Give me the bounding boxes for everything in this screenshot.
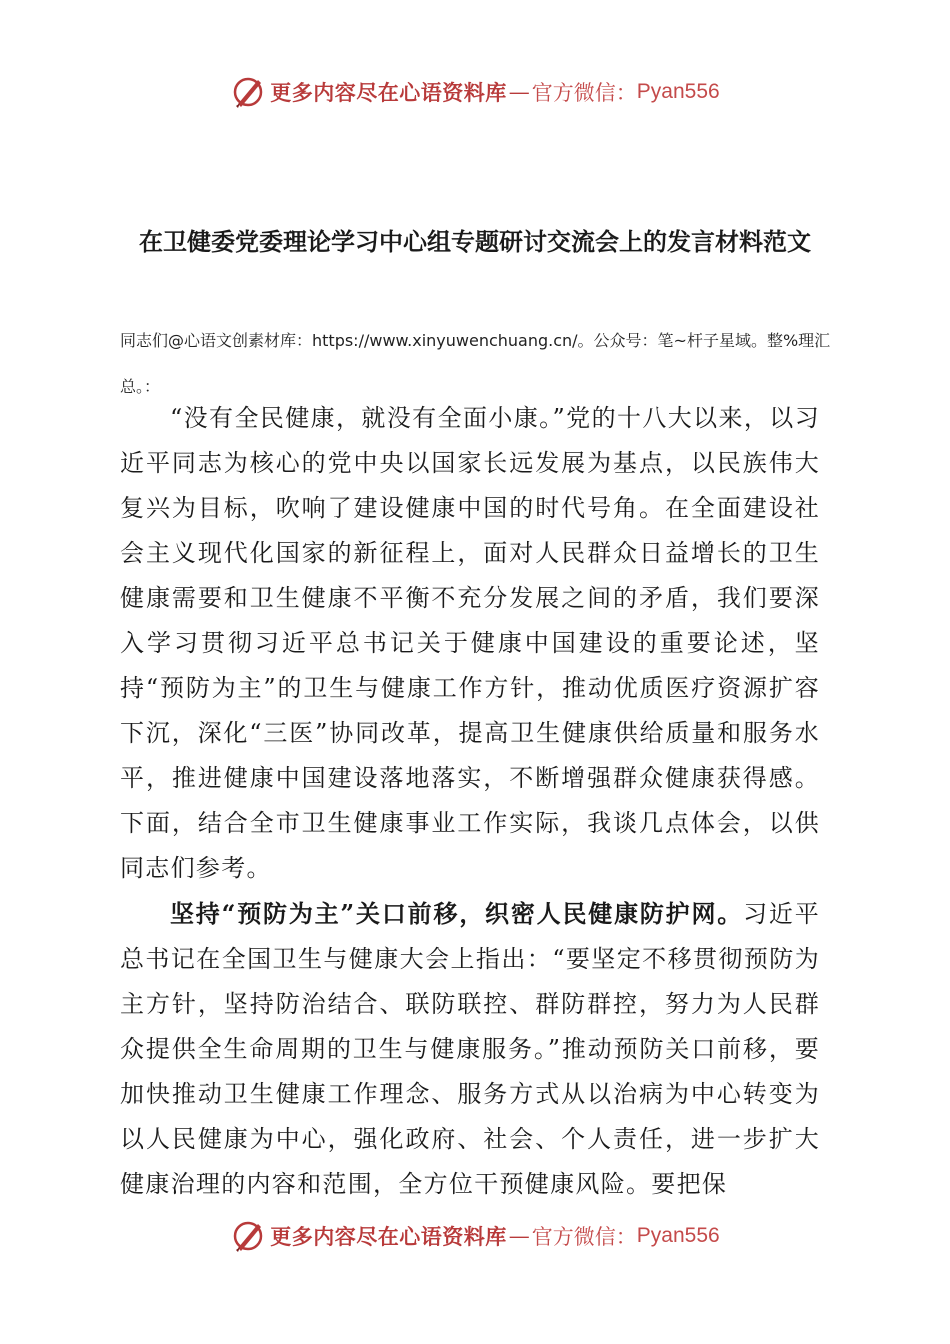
paragraph-intro: “没有全民健康，就没有全面小康。”党的十八大以来，以习近平同志为核心的党中央以国家长远发展为基点，以民族伟大复兴为目标，吹响了建设健康中国的时代号角。在全面建设社会主义现代化国家的新征程上，面对人民群众日益增长的卫生健康需要和卫生健康不平衡不充分发展之间的矛盾，我们要深入学习贯彻习近平总书记关于健康中国建设的重要论述，坚持“预防为主”的卫生与健康工作方针，推动优质医疗资源扩容下沉，深化“三医”协同改革，提高卫生健康供给质量和服务水平，推进健康中国建设落地落实，不断增强群众健康获得感。下面，结合全市卫生健康事业工作实际，我谈几点体会，以供同志们参考。	[120, 404, 820, 882]
banner-contact-id: Pyan556	[636, 1224, 720, 1247]
section-text: 习近平总书记在全国卫生与健康大会上指出：“要坚定不移贯彻预防为主方针，坚持防治结合、联防联控、群防群控，努力为人民群众提供全生命周期的卫生与健康服务。”推动预防关口前移，要加快推动卫生健康工作理念、服务方式从以治病为中心转变为以人民健康为中心，强化政府、社会、个人责任，进一步扩大健康治理的内容和范围，全方位干预健康风险。要把保	[120, 900, 821, 1198]
banner-text: 更多内容尽在心语资料库	[270, 1224, 507, 1249]
banner-dash: —	[508, 80, 530, 104]
banner-contact-label: 官方微信：	[531, 81, 637, 105]
header-watermark	[0, 72, 950, 112]
banner-contact-label: 官方微信：	[531, 1225, 637, 1249]
document-body	[120, 396, 820, 1207]
banner-text: 更多内容尽在心语资料库	[270, 80, 507, 105]
pen-logo-icon	[230, 74, 266, 110]
banner-dash: —	[508, 1224, 530, 1248]
footer-watermark	[0, 1216, 950, 1256]
pen-logo-icon	[230, 1218, 266, 1254]
document-title: 在卫健委党委理论学习中心组专题研讨交流会上的发言材料范文	[139, 227, 811, 256]
paragraph-section-1	[120, 891, 820, 1207]
banner-contact-id: Pyan556	[636, 80, 720, 103]
section-heading: 坚持“预防为主”关口前移，织密人民健康防护网。	[170, 899, 744, 928]
source-line: 同志们@心语文创素材库：https://www.xinyuwenchuang.cn/。公众号：笔~杆子星域。整%理汇总。：	[120, 331, 831, 396]
